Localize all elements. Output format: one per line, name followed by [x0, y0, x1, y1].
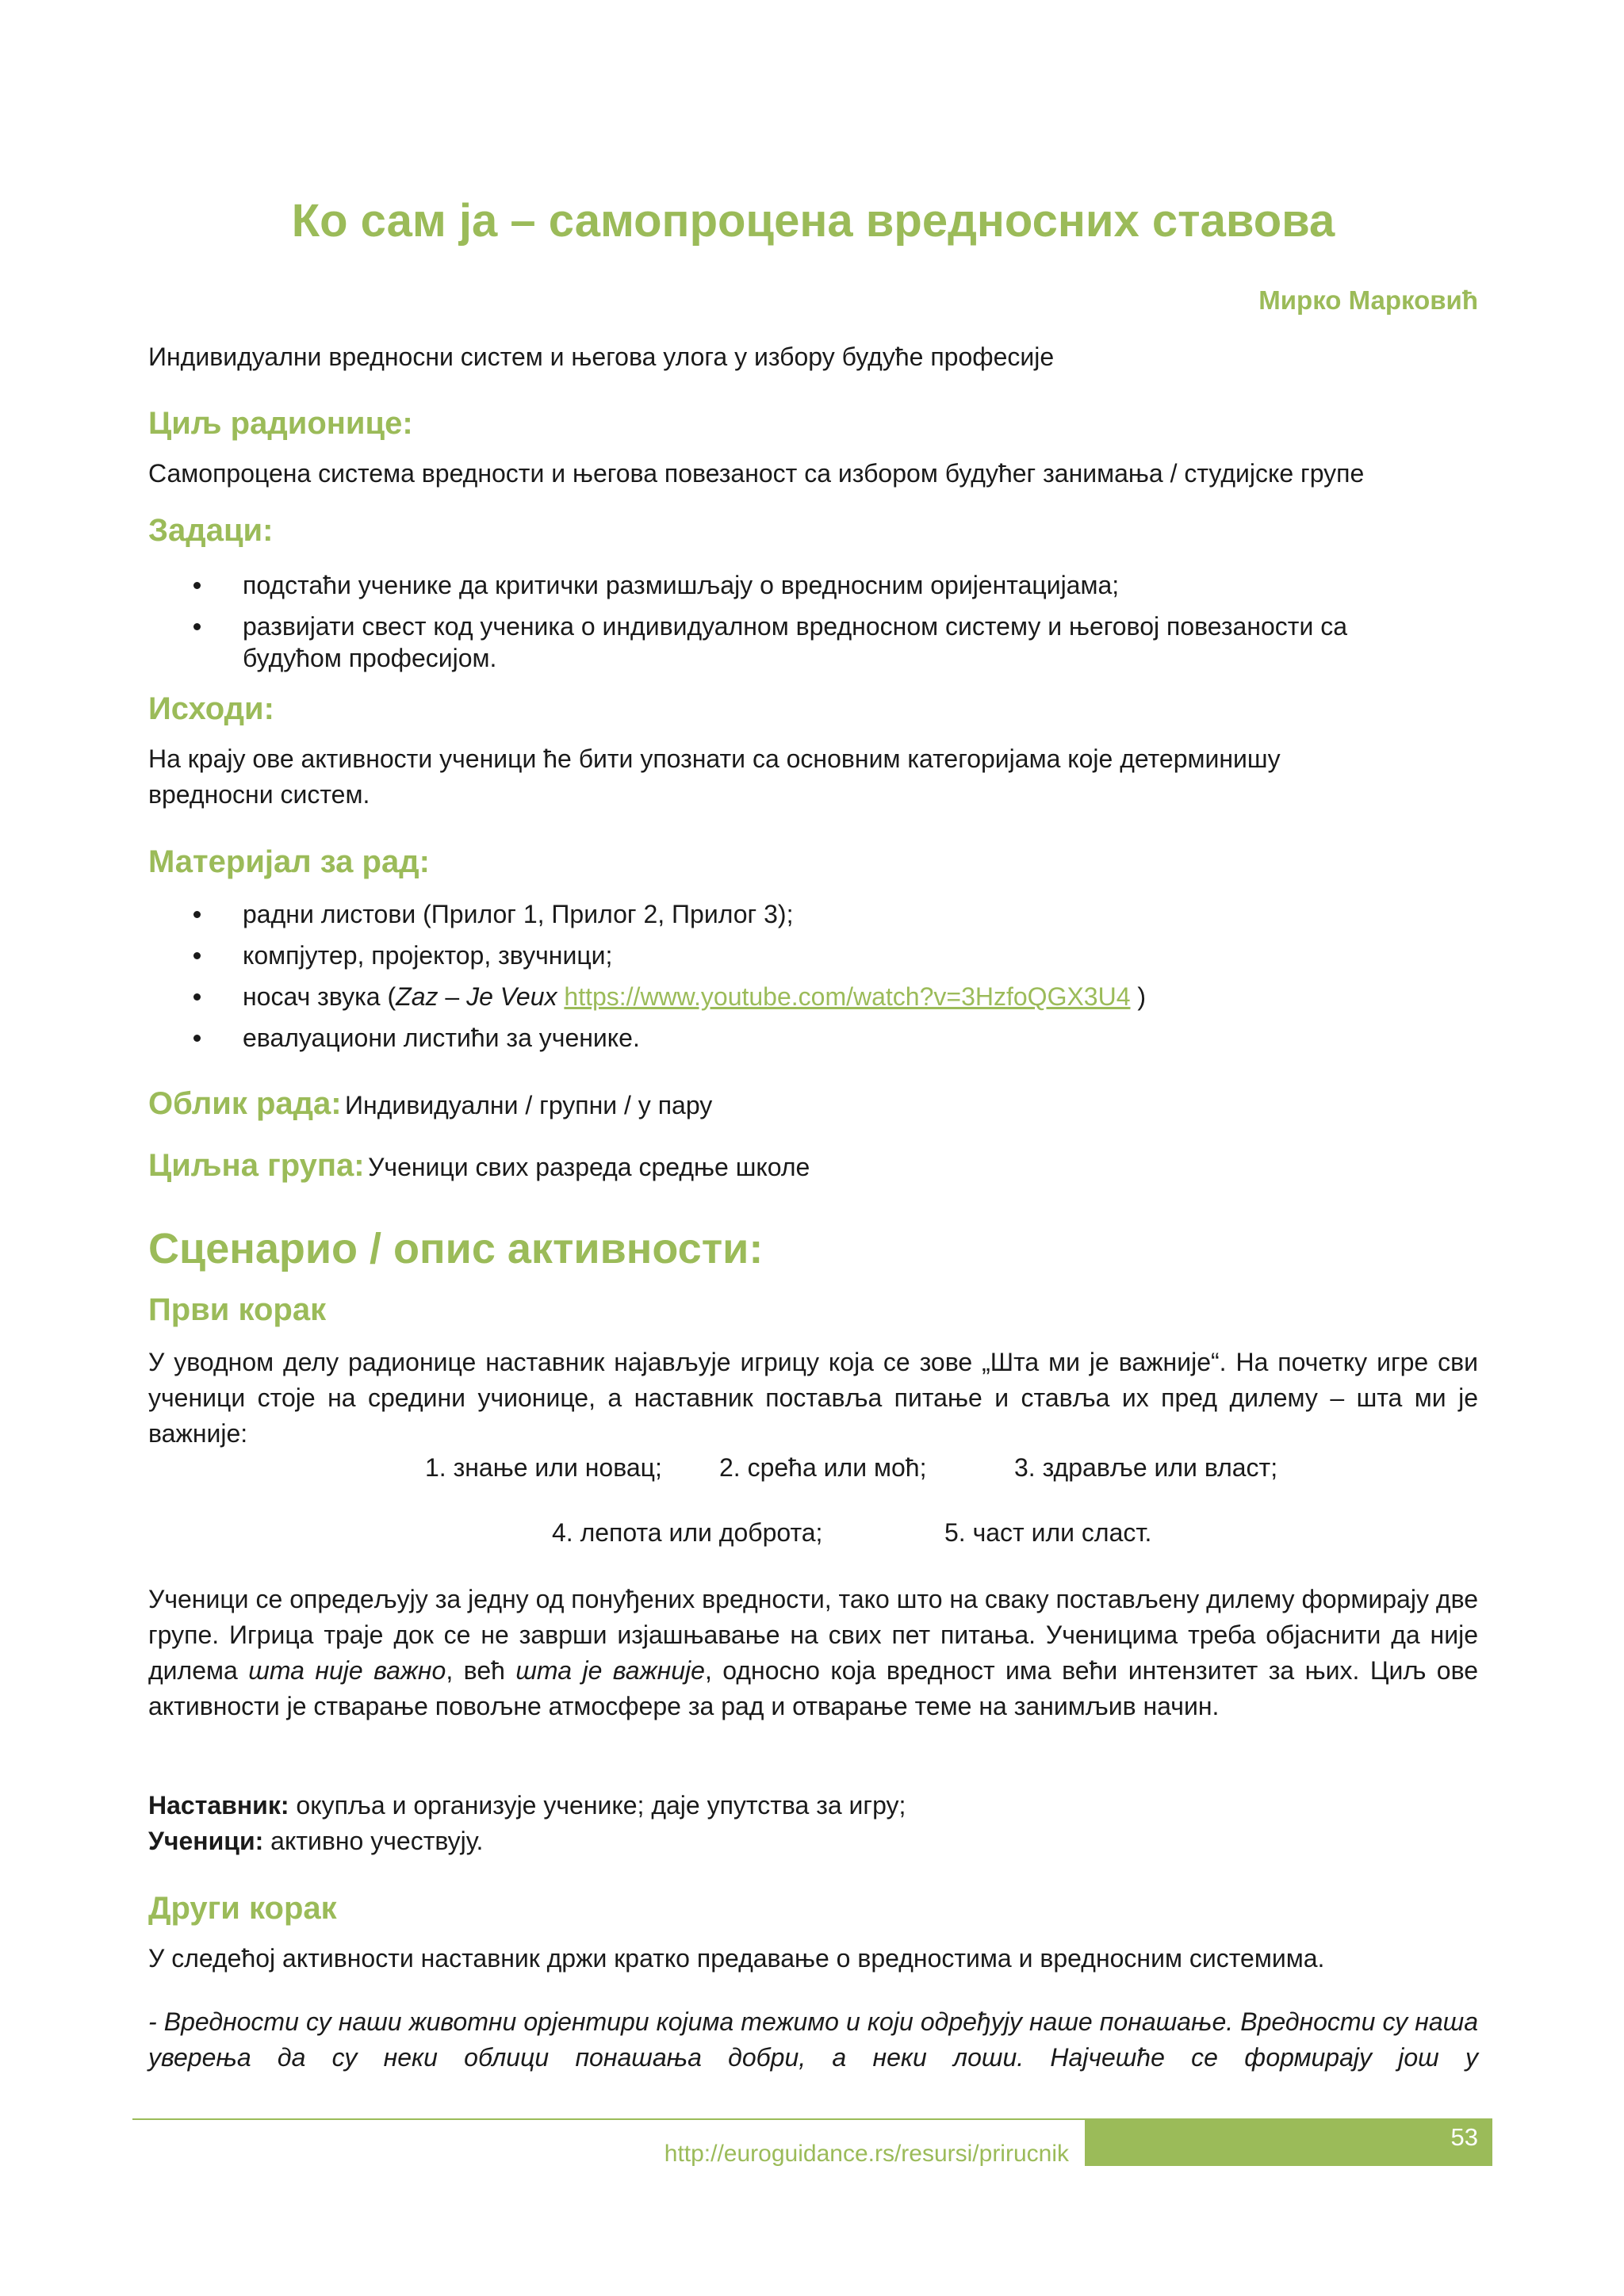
step2-text: У следећој активности наставник држи кратко предавање о вредностима и вредносним системима. — [148, 1944, 1325, 1973]
page-number: 53 — [1450, 2123, 1478, 2151]
students-role: Ученици: активно учествују. — [148, 1827, 484, 1855]
scenario-heading: Сценарио / опис активности: — [148, 1225, 764, 1272]
bullet-icon — [193, 623, 201, 630]
bullet-icon — [193, 911, 201, 918]
choice-5: 5. част или сласт. — [944, 1518, 1152, 1547]
tasks-list — [148, 569, 1478, 674]
choice-1: 1. знање или новац; — [425, 1453, 662, 1482]
youtube-link[interactable]: https://www.youtube.com/watch?v=3HzfoQGX3U4 — [564, 982, 1131, 1011]
target-group-value: Ученици свих разреда средње школе — [368, 1153, 810, 1181]
choice-2: 2. срећа или моћ; — [719, 1453, 927, 1482]
page-number-box — [1085, 2118, 1492, 2166]
goal-text: Самопроцена система вредности и његова повезаност са избором будућег занимања / студијске групе — [148, 459, 1365, 488]
materials-heading: Материјал за рад: — [148, 844, 430, 879]
step2-heading: Други корак — [148, 1891, 337, 1926]
list-item: подстаћи ученике да критички размишљају о вредносним оријентацијама; — [148, 569, 1478, 601]
target-group — [148, 1148, 810, 1184]
bullet-icon — [193, 582, 201, 589]
list-item: носач звука (Zaz – Je Veux https://www.youtube.com/watch?v=3HzfoQGX3U4 ) — [148, 981, 1478, 1012]
goal-heading: Циљ радионице: — [148, 406, 413, 441]
list-item: компјутер, пројектор, звучници; — [148, 939, 1478, 971]
list-item: радни листови (Прилог 1, Прилог 2, Прилог 3); — [148, 898, 1478, 930]
choice-4: 4. лепота или доброта; — [552, 1518, 823, 1547]
page-title: Ко сам ја – самопроцена вредносних ставова — [291, 195, 1335, 247]
outcomes-heading: Исходи: — [148, 691, 274, 726]
bullet-icon — [193, 952, 201, 959]
step1-paragraph: Ученици се опредељују за једну од понуђених вредности, тако што на сваку постављену дилему формирају две групе. Игрица траје док се не заврши изјашњавање на свих пет питања. Ученицима треба објаснити да није дилема шта није важно, већ шта је важније, односно која вредност има већи интензитет за њих. Циљ ове активности је стварање повољне атмосфере за рад и отварање теме на занимљив начин. — [148, 1585, 1479, 1720]
bullet-icon — [193, 1035, 201, 1042]
teacher-role: Наставник: окупља и организује ученике; даје упутства за игру; — [148, 1791, 906, 1820]
choice-3: 3. здравље или власт; — [1014, 1453, 1278, 1482]
subtitle: Индивидуални вредносни систем и његова улога у избору будуће професије — [148, 342, 1055, 371]
step2-quote: - Вредности су наши животни орјентири којима тежимо и који одређују наше понашање. Вредности су наша уверења да су неки облици понашања добри, а неки лоши. Најчешће се формирају још у — [148, 2007, 1478, 2072]
tasks-heading: Задаци: — [148, 513, 274, 548]
work-form-value: Индивидуални / групни / у пару — [345, 1091, 713, 1119]
step1-intro: У уводном делу радионице наставник најављује игрицу која се зове „Шта ми је важније“. На почетку игре сви ученици стоје на средини учионице, а наставник поставља питање и ставља их пред дилему – шта ми је важније: — [148, 1348, 1478, 1448]
list-item: евалуациони листићи за ученике. — [148, 1022, 1478, 1054]
work-form — [148, 1086, 712, 1122]
target-group-label: Циљна група: — [148, 1148, 365, 1183]
footer-url[interactable]: http://euroguidance.rs/resursi/prirucnik — [664, 2141, 1069, 2167]
step1-heading: Први корак — [148, 1292, 327, 1327]
bullet-icon — [193, 993, 201, 1001]
work-form-label: Облик рада: — [148, 1086, 342, 1121]
list-item: развијати свест код ученика о индивидуалном вредносном систему и његовој повезаности са будућом професијом. — [148, 610, 1551, 674]
outcomes-text: На крају ове активности ученици ће бити упознати са основним категоријама које детерминишу вредносни систем. — [148, 744, 1281, 809]
materials-list — [148, 898, 1478, 1054]
author-name: Мирко Марковић — [1258, 285, 1478, 315]
